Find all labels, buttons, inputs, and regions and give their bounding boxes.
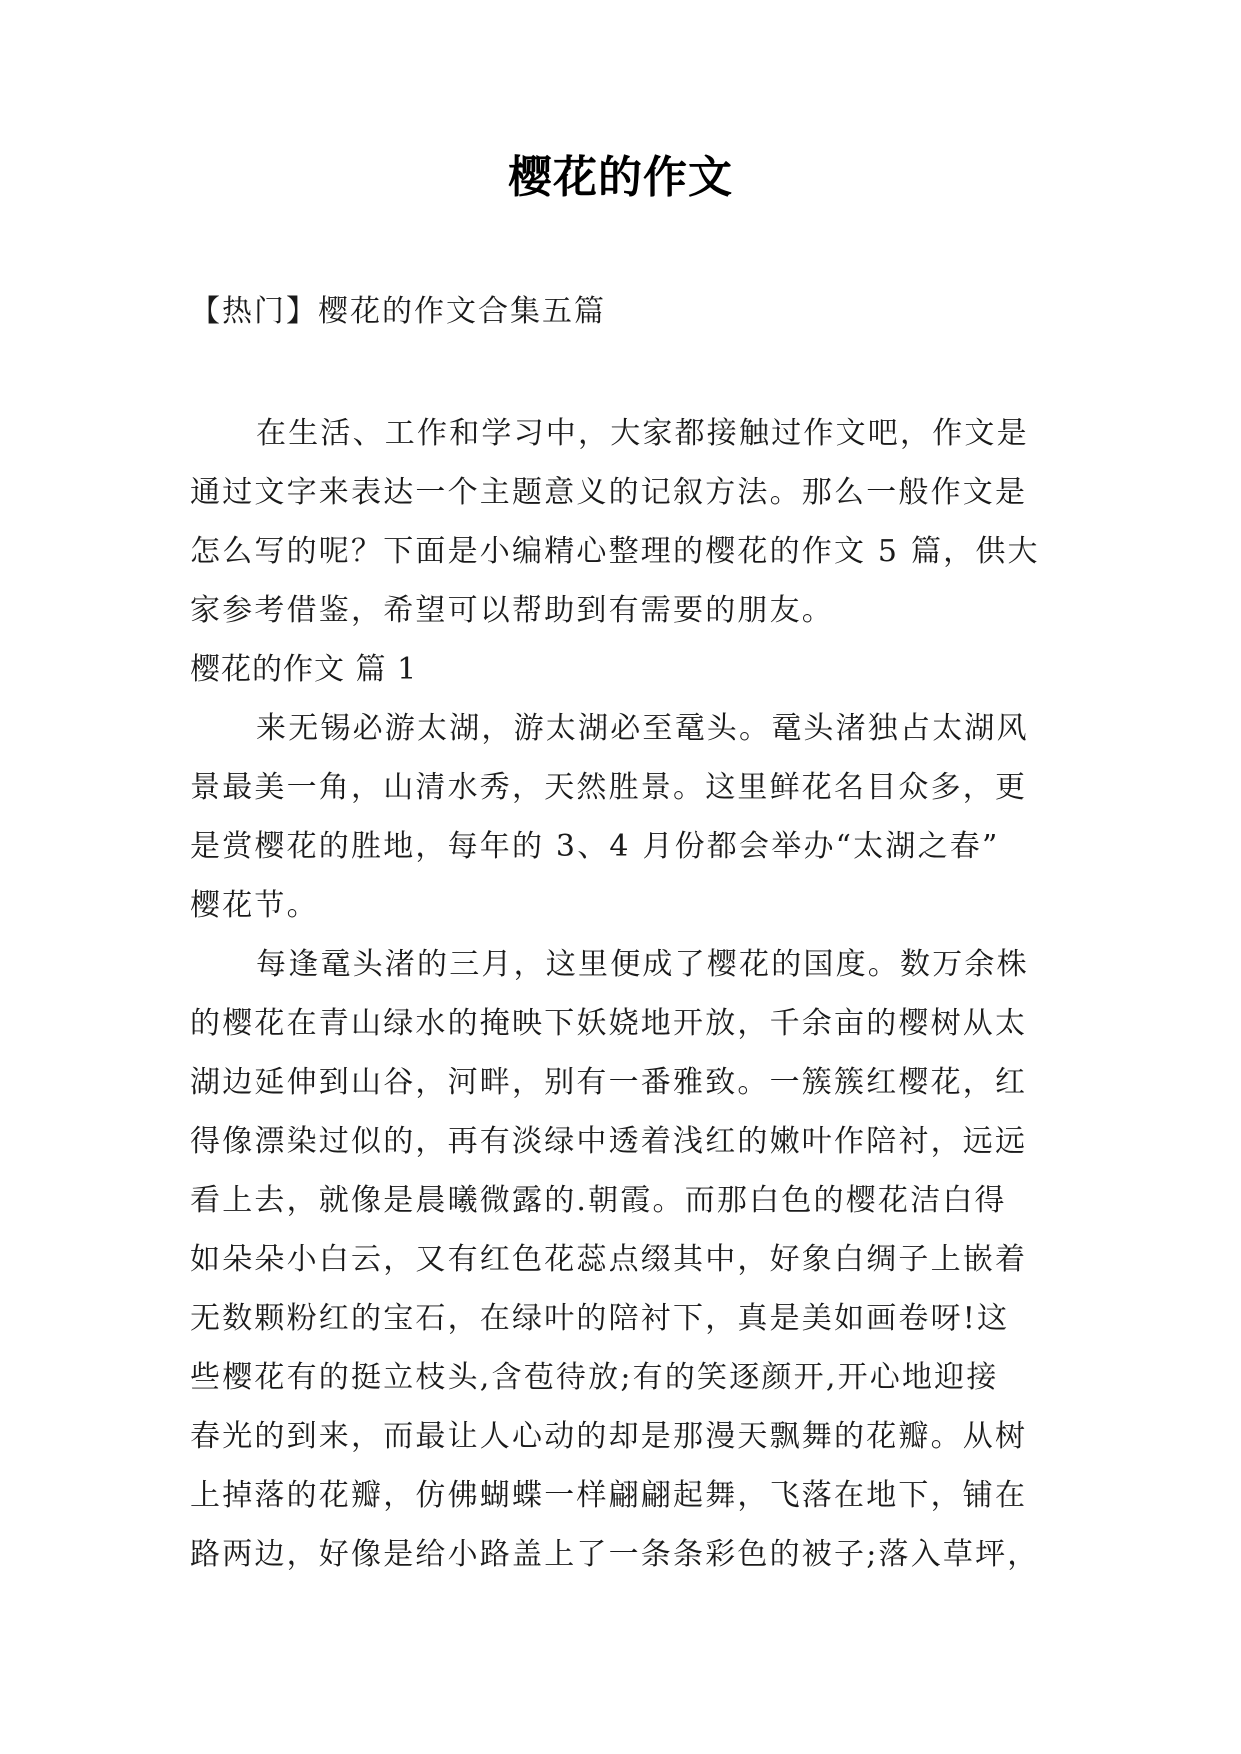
paragraph-line: 湖边延伸到山谷，河畔，别有一番雅致。一簇簇红樱花，红 [190, 1065, 1028, 1100]
section1-paragraph-1 [190, 699, 1050, 935]
paragraph-line: 路两边，好像是给小路盖上了一条条彩色的被子;落入草坪， [190, 1537, 1040, 1572]
paragraph-line: 上掉落的花瓣，仿佛蝴蝶一样翩翩起舞，飞落在地下，铺在 [190, 1478, 1028, 1513]
paragraph-line: 春光的到来，而最让人心动的却是那漫天飘舞的花瓣。从树 [190, 1419, 1028, 1454]
paragraph-line: 得像漂染过似的，再有淡绿中透着浅红的嫩叶作陪衬，远远 [190, 1124, 1028, 1159]
paragraph-line: 些樱花有的挺立枝头,含苞待放;有的笑逐颜开,开心地迎接 [190, 1360, 999, 1395]
intro-paragraph [190, 404, 1050, 640]
section-heading: 樱花的作文 篇 1 [190, 652, 418, 687]
paragraph-line: 无数颗粉红的宝石，在绿叶的陪衬下，真是美如画卷呀!这 [190, 1301, 1010, 1336]
section1-paragraph-2 [190, 935, 1050, 1584]
document-title: 樱花的作文 [508, 152, 733, 203]
paragraph-line: 在生活、工作和学习中，大家都接触过作文吧，作文是 [256, 416, 1029, 451]
paragraph-line: 每逢鼋头渚的三月，这里便成了樱花的国度。数万余株 [256, 947, 1029, 982]
paragraph-line: 看上去，就像是晨曦微露的.朝霞。而那白色的樱花洁白得 [190, 1183, 1007, 1218]
paragraph-line: 通过文字来表达一个主题意义的记叙方法。那么一般作文是 [190, 475, 1028, 510]
paragraph-line: 家参考借鉴，希望可以帮助到有需要的朋友。 [190, 593, 834, 628]
document-body [190, 404, 1050, 1584]
paragraph-line: 如朵朵小白云，又有红色花蕊点缀其中，好象白绸子上嵌着 [190, 1242, 1028, 1277]
paragraph-line: 怎么写的呢？下面是小编精心整理的樱花的作文 5 篇，供大 [190, 534, 1040, 569]
document-subtitle: 【热门】樱花的作文合集五篇 [190, 294, 606, 329]
paragraph-line: 来无锡必游太湖，游太湖必至鼋头。鼋头渚独占太湖风 [256, 711, 1029, 746]
paragraph-line: 的樱花在青山绿水的掩映下妖娆地开放，千余亩的樱树从太 [190, 1006, 1028, 1041]
paragraph-line: 樱花节。 [190, 888, 319, 923]
paragraph-line: 是赏樱花的胜地，每年的 3、4 月份都会举办“太湖之春” [190, 829, 1000, 864]
paragraph-line: 景最美一角，山清水秀，天然胜景。这里鲜花名目众多，更 [190, 770, 1028, 805]
